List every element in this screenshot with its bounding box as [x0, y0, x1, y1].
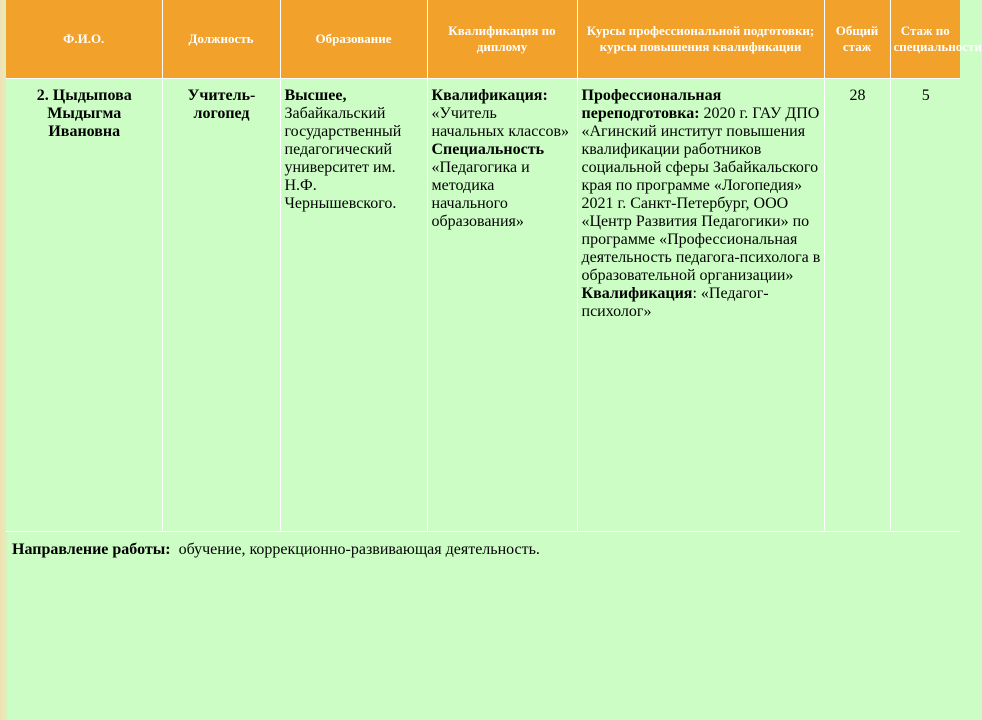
- specialty-label: Специальность: [431, 141, 545, 158]
- cell-courses: [577, 79, 824, 532]
- education-label: Высшее,: [284, 87, 347, 104]
- header-fio: Ф.И.О.: [6, 0, 162, 79]
- cell-education: [280, 79, 427, 532]
- cell-name: 2. Цыдыпова Мыдыгма Ивановна: [6, 79, 162, 532]
- header-qualification: Квалификация по диплому: [427, 0, 577, 79]
- course-qualification-label: Квалификация: [581, 285, 693, 302]
- qualification-label: Квалификация:: [431, 87, 548, 104]
- cell-position: Учитель-логопед: [162, 79, 280, 532]
- retraining-label: Профессиональная переподготовка:: [581, 87, 722, 122]
- specialty-text: «Педагогика и методика начального образования»: [431, 159, 530, 230]
- education-text: Забайкальский государственный педагогический университет им. Н.Ф. Чернышевского.: [284, 105, 402, 212]
- header-specialty-experience: Стаж по специальности: [890, 0, 960, 79]
- retraining-text: 2020 г. ГАУ ДПО «Агинский институт повышения квалификации работников социальной сферы Забайкальского края по программе «Логопедия» 2021 г. Санкт-Петербург, ООО «Центр Развития Педагогики» по программе «Профессиональная деятельность педагога-психолога в образовательной организации»: [581, 105, 821, 284]
- header-education: Образование: [280, 0, 427, 79]
- table-header-row: [6, 0, 960, 79]
- cell-qualification: [427, 79, 577, 532]
- header-total-experience: Общий стаж: [824, 0, 890, 79]
- course-qualification-text: : «Педагог-психолог»: [581, 285, 769, 320]
- staff-table: [6, 0, 982, 532]
- table-row: [6, 79, 960, 532]
- work-direction-label: Направление работы:: [12, 541, 171, 558]
- work-direction: [12, 541, 540, 559]
- header-position: Должность: [162, 0, 280, 79]
- cell-specialty-experience: 5: [890, 79, 960, 532]
- header-courses: Курсы профессиональной подготовки; курсы повышения квалификации: [577, 0, 824, 79]
- work-direction-text: обучение, коррекционно-развивающая деятельность.: [178, 541, 540, 558]
- cell-total-experience: 28: [824, 79, 890, 532]
- qualification-text: «Учитель начальных классов»: [431, 105, 570, 140]
